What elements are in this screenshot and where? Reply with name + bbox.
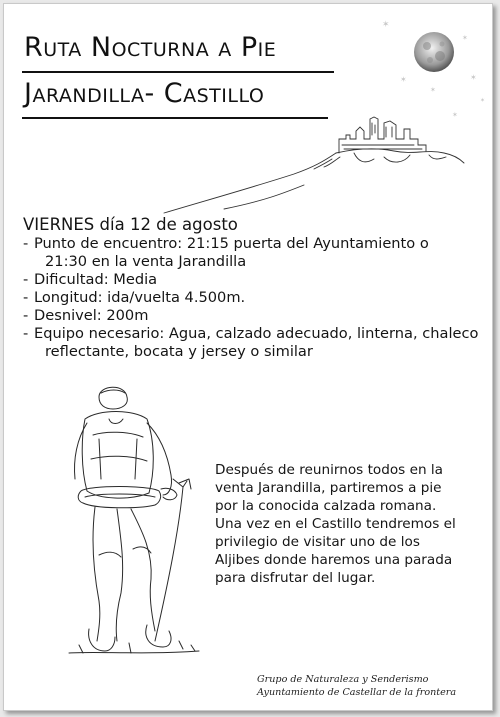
footer-group-name: Grupo de Naturaleza y Senderismo <box>257 674 429 685</box>
description-line: Aljibes donde haremos una parada <box>215 552 453 568</box>
description-line: privilegio de visitar uno de los <box>215 534 420 550</box>
event-details <box>23 216 483 361</box>
footer-council-name: Ayuntamiento de Castellar de la frontera <box>257 687 457 698</box>
svg-text:✶: ✶ <box>480 97 486 104</box>
description-line: por la conocida calzada romana. <box>215 498 437 514</box>
svg-text:✶: ✶ <box>462 34 468 42</box>
detail-line: Equipo necesario: Agua, calzado adecuado, linterna, chaleco <box>34 325 479 342</box>
bullet-dash: - <box>23 307 29 324</box>
event-date: VIERNES día 12 de agosto <box>23 215 238 234</box>
bullet-dash: - <box>23 271 29 288</box>
detail-line: Desnivel: 200m <box>34 307 149 324</box>
route-description <box>215 461 477 587</box>
poster <box>3 3 493 711</box>
bullet-dash: - <box>23 235 29 252</box>
detail-line: Longitud: ida/vuelta 4.500m. <box>34 289 246 306</box>
bullet-dash: - <box>23 289 29 306</box>
organizer-footer <box>257 673 456 699</box>
castle-hill-drawing <box>164 109 464 219</box>
description-line: para disfrutar del lugar. <box>215 570 376 586</box>
detail-line: Punto de encuentro: 21:15 puerta del Ayuntamiento o <box>34 235 429 252</box>
svg-text:✶: ✶ <box>430 86 436 94</box>
description-line: venta Jarandilla, partiremos a pie <box>215 480 442 496</box>
svg-text:✶: ✶ <box>470 73 477 82</box>
svg-text:✶: ✶ <box>382 20 390 30</box>
detail-difficulty <box>23 271 483 289</box>
svg-text:✶: ✶ <box>400 75 407 84</box>
title-line-1: Ruta Nocturna a Pie <box>24 32 277 63</box>
bullet-dash: - <box>23 325 29 342</box>
description-line: Después de reunirnos todos en la <box>215 462 443 478</box>
title-underline-1 <box>22 71 334 73</box>
detail-equipment <box>23 325 483 361</box>
detail-meeting-point <box>23 235 483 271</box>
hiker-drawing <box>59 379 209 659</box>
detail-line-continued: reflectante, bocata y jersey o similar <box>45 343 313 360</box>
title-line-2: Jarandilla- Castillo <box>24 78 265 109</box>
detail-elevation <box>23 307 483 325</box>
detail-line: Dificultad: Media <box>34 271 158 288</box>
detail-length <box>23 289 483 307</box>
detail-line-continued: 21:30 en la venta Jarandilla <box>45 253 247 270</box>
description-line: Una vez en el Castillo tendremos el <box>215 516 456 532</box>
svg-text:✶: ✶ <box>452 111 458 119</box>
